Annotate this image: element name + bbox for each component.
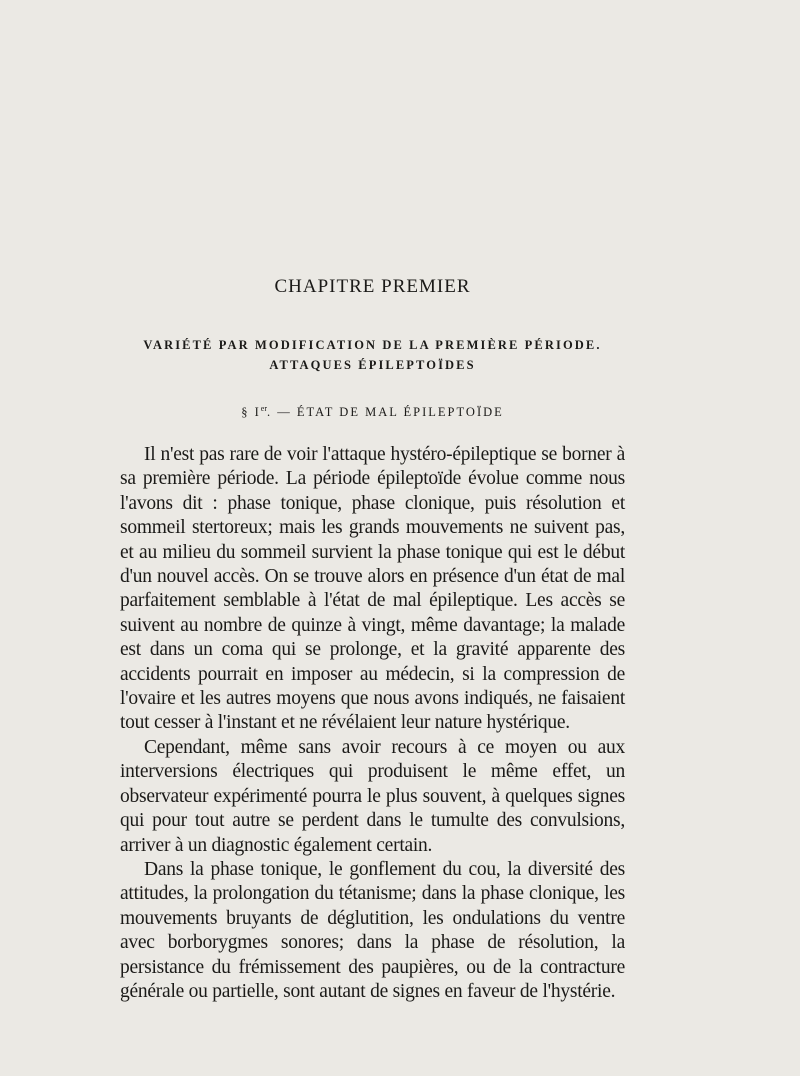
section-number: Ier — [254, 404, 267, 420]
chapter-subtitle-line-2: ATTAQUES ÉPILEPTOÏDES — [269, 358, 476, 372]
section-symbol: § — [241, 405, 250, 420]
body-text — [120, 443, 625, 1004]
paragraph-3: Dans la phase tonique, le gonflement du cou, la diversité des attitudes, la prolongation du tétanisme; dans la phase clonique, les mouvements bruyants de déglutition, les ondulations du ventre avec borborygmes sonores; dans la phase de résolution, la persistance du frémissement des paupières, ou de la contracture générale ou partielle, sont autant de signes en faveur de l'hystérie. — [120, 858, 625, 1002]
section-heading — [0, 404, 745, 420]
section-number-superscript: er — [260, 404, 267, 413]
paragraph-1: Il n'est pas rare de voir l'attaque hystéro-épileptique se borner à sa première période. La période épileptoïde évolue comme nous l'avons dit : phase tonique, phase clonique, puis résolution et sommeil stertoreux; mais les grands mouvements ne suivent pas, et au milieu du sommeil survient la phase tonique qui est le début d'un nouvel accès. On se trouve alors en présence d'un état de mal parfaitement semblable à l'état de mal épileptique. Les accès se suivent au nombre de quinze à vingt, même davantage; la malade est dans un coma qui se prolonge, et la gravité apparente des accidents pourrait en imposer au médecin, si la compression de l'ovaire et les autres moyens que nous avons indiqués, ne faisaient tout cesser à l'instant et ne révélaient leur nature hystérique. — [120, 444, 625, 734]
chapter-subtitle-line-1: VARIÉTÉ PAR MODIFICATION DE LA PREMIÈRE PÉRIODE. — [143, 338, 602, 352]
chapter-title: CHAPITRE PREMIER — [274, 276, 471, 297]
section-title: . — ÉTAT DE MAL ÉPILEPTOÏDE — [266, 405, 504, 420]
paragraph-2: Cependant, même sans avoir recours à ce moyen ou aux interversions électriques qui produisent le même effet, un observateur expérimenté pourra le plus souvent, à quelques signes qui pour tout autre se perdent dans le tumulte des convulsions, arriver à un diagnostic également certain. — [120, 736, 625, 856]
